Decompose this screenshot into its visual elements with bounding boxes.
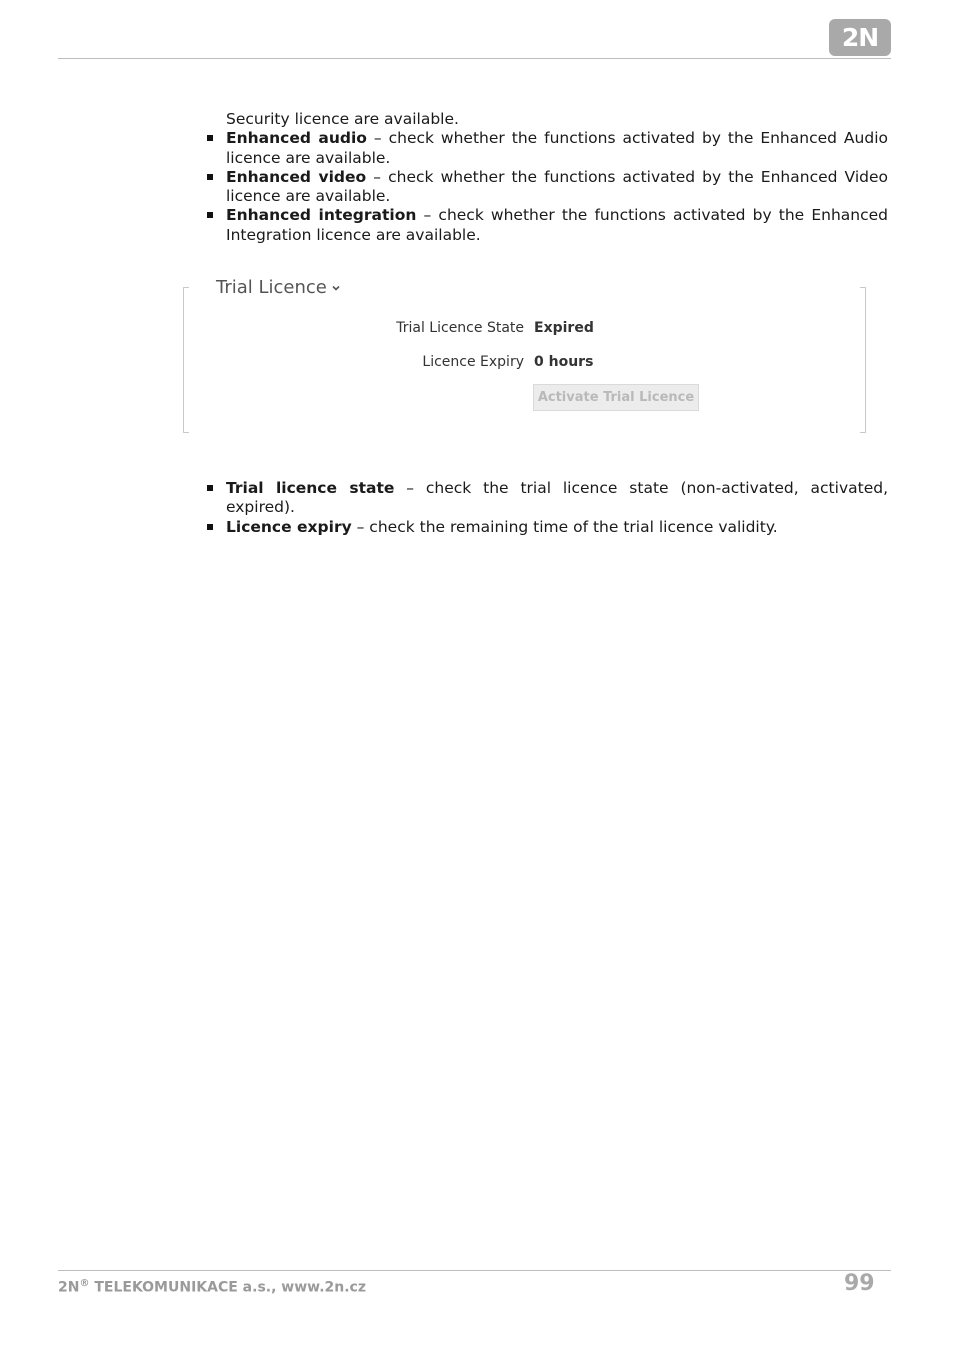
activate-trial-licence-button[interactable]: Activate Trial Licence xyxy=(533,384,699,411)
bullet-term: Trial licence state xyxy=(226,479,395,497)
footer-company-text: TELEKOMUNIKACE a.s., www.2n.cz xyxy=(89,1279,366,1296)
outro-bullet-list xyxy=(226,479,888,537)
bullet-text: – check whether the functions activated by the Enhanced Integration licence are available. xyxy=(226,206,888,244)
bullet-text: – check whether the functions activated by the Enhanced Audio licence are available. xyxy=(226,129,888,167)
registered-mark: ® xyxy=(79,1278,90,1289)
trial-licence-state-row xyxy=(183,320,866,340)
licence-expiry-row xyxy=(183,354,866,374)
licence-expiry-value: 0 hours xyxy=(534,354,594,370)
bullet-term: Licence expiry xyxy=(226,517,352,536)
list-item xyxy=(226,479,888,518)
outro-section xyxy=(226,479,888,537)
page-number: 99 xyxy=(844,1271,875,1296)
bullet-term: Enhanced video xyxy=(226,167,367,186)
panel-title: Trial Licence xyxy=(216,277,327,298)
bullet-term: Enhanced integration xyxy=(226,206,417,225)
list-item xyxy=(226,168,888,207)
licence-expiry-label: Licence Expiry xyxy=(422,354,524,370)
list-item xyxy=(226,206,888,245)
bullet-text: – check the remaining time of the trial licence validity. xyxy=(351,517,778,536)
chevron-down-icon xyxy=(331,283,341,293)
header-divider xyxy=(58,58,891,59)
trial-licence-section-toggle[interactable] xyxy=(216,277,341,298)
trial-licence-state-label: Trial Licence State xyxy=(396,320,524,336)
intro-bullet-list xyxy=(226,129,888,245)
list-item xyxy=(226,518,888,537)
footer-brand: 2N xyxy=(58,1279,80,1296)
footer-company xyxy=(58,1278,366,1296)
logo-text: 2N xyxy=(841,23,879,52)
list-item xyxy=(226,129,888,168)
bullet-text: – check whether the functions activated by the Enhanced Video licence are available. xyxy=(226,167,888,206)
brand-logo xyxy=(829,19,891,56)
footer-divider xyxy=(58,1270,891,1271)
continuation-text: Security licence are available. xyxy=(226,110,459,128)
intro-section xyxy=(226,110,888,245)
trial-licence-panel xyxy=(183,277,866,433)
bullet-term: Enhanced audio xyxy=(226,129,367,148)
bullet-text: – check the trial licence state (non-activated, activated, expired). xyxy=(226,479,888,517)
trial-licence-state-value: Expired xyxy=(534,320,594,336)
